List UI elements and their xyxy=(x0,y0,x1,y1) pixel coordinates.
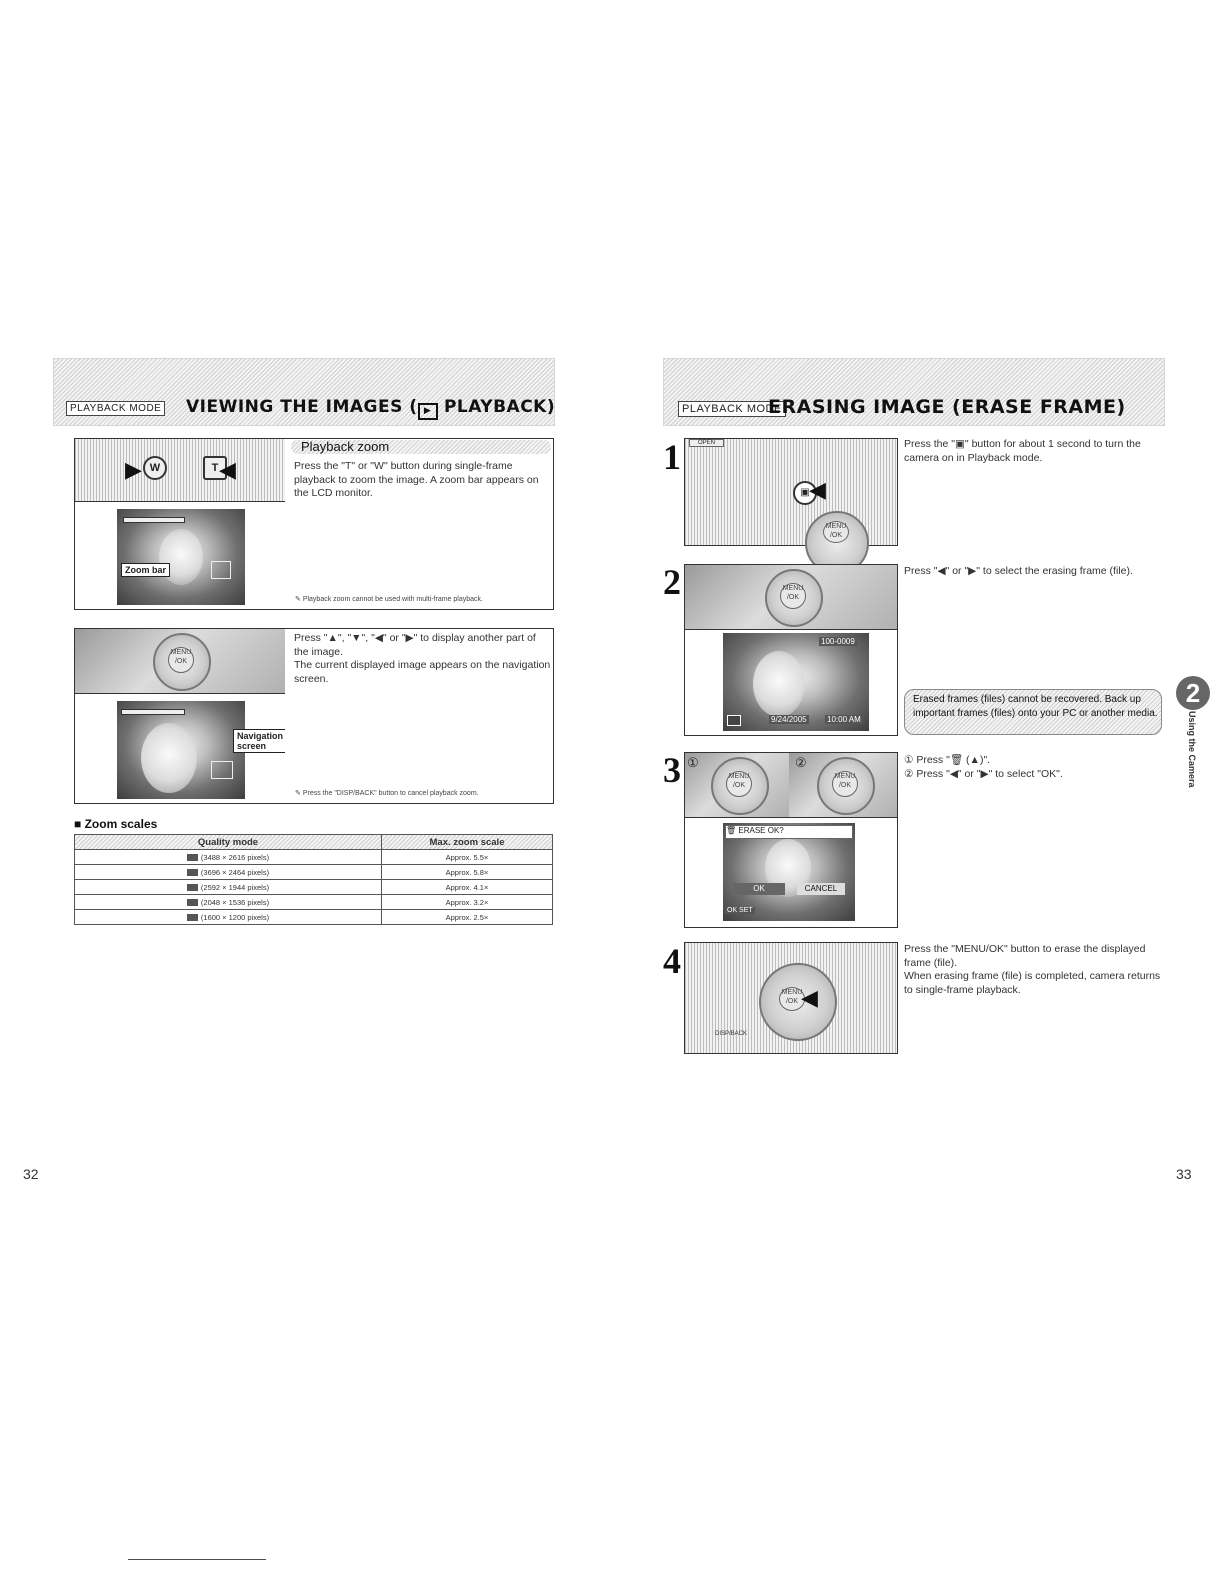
arrow-left-icon: ◀ xyxy=(219,457,236,482)
camera-back-image xyxy=(685,439,897,545)
step-2-screen xyxy=(723,633,869,731)
note-icon: ✎ xyxy=(295,596,303,603)
playback-zoom-note: ✎ Playback zoom cannot be used with multi-frame playback. xyxy=(295,596,483,603)
step-2-image-box xyxy=(684,564,898,736)
step-1-text: Press the "▣" button for about 1 second to turn the camera on in Playback mode. xyxy=(904,438,1141,464)
zoom-bar-graphic xyxy=(123,517,185,523)
step-4-image-box xyxy=(684,942,898,1054)
left-mode-tag: PLAYBACK MODE xyxy=(66,401,165,416)
navigation-note: ✎ Press the "DISP/BACK" button to cancel playback zoom. xyxy=(295,790,479,797)
camera-dial-image xyxy=(75,629,286,694)
camera-dial-image-b xyxy=(789,753,897,818)
step-3-text-2: ② Press "◀" or "▶" to select "OK". xyxy=(904,768,1063,780)
left-banner-title: VIEWING THE IMAGES ( ▶ PLAYBACK) xyxy=(186,397,555,420)
playback-zoom-text: Press the "T" or "W" button during single-frame playback to zoom the image. A zoom bar appears on the LCD monitor. xyxy=(294,460,539,499)
date-readout: 9/24/2005 xyxy=(771,715,807,724)
camera-dial-image-a xyxy=(685,753,790,818)
erase-warning-box: Erased frames (files) cannot be recovered. Back up important frames (files) onto your PC or another media. xyxy=(904,689,1162,735)
playback-button: ▣ xyxy=(793,481,817,505)
table-row: (2592 × 1944 pixels) Approx. 4.1× xyxy=(75,880,553,895)
left-page-number: 32 xyxy=(23,1166,39,1182)
playback-zoom-heading: Playback zoom xyxy=(291,440,551,454)
right-mode-tag: PLAYBACK MODE xyxy=(678,401,786,417)
step-1-number: 1 xyxy=(663,437,681,477)
navigation-screen-graphic xyxy=(211,761,233,779)
menu-ok-dial: MENU /OK xyxy=(779,987,805,1011)
arrow-left-icon: ◀ xyxy=(809,477,826,502)
sub-step-1: ① xyxy=(687,755,699,770)
zoom-text-box xyxy=(285,438,554,610)
table-row: (1600 × 1200 pixels) Approx. 2.5× xyxy=(75,910,553,925)
playback-icon: ▶ xyxy=(418,403,438,420)
erase-ok-title: 🗑 ERASE OK? xyxy=(725,825,853,839)
disp-back-label: DISP/BACK xyxy=(715,1031,748,1037)
menu-ok-dial: MENU /OK xyxy=(780,583,806,609)
cancel-option[interactable]: CANCEL xyxy=(797,883,845,895)
t-button: T xyxy=(203,456,227,480)
navigation-photo xyxy=(117,701,245,799)
quality-icon xyxy=(187,869,198,876)
table-row: (2048 × 1536 pixels) Approx. 3.2× xyxy=(75,895,553,910)
step-2-text: Press "◀" or "▶" to select the erasing frame (file). xyxy=(904,565,1133,577)
ok-set-label: OK SET xyxy=(727,907,753,914)
zoom-bar-callout: Zoom bar xyxy=(121,563,170,577)
trash-icon: 🗑 xyxy=(726,826,737,835)
step-2-number: 2 xyxy=(663,562,681,602)
right-banner-title: ERASING IMAGE (ERASE FRAME) xyxy=(768,396,1126,418)
camera-back-image xyxy=(685,943,897,1053)
chapter-label: Using the Camera xyxy=(1187,711,1197,788)
table-row: (3696 × 2464 pixels) Approx. 5.8× xyxy=(75,865,553,880)
step-4-number: 4 xyxy=(663,941,681,981)
navigation-text-1: Press "▲", "▼", "◀" or "▶" to display another part of the image. xyxy=(294,632,536,658)
step-3-number: 3 xyxy=(663,750,681,790)
footer-rule xyxy=(128,1559,266,1560)
right-page-number: 33 xyxy=(1176,1166,1192,1182)
quality-icon xyxy=(187,854,198,861)
quality-icon xyxy=(187,899,198,906)
zoom-scales-table xyxy=(74,834,553,925)
playback-mode-icon xyxy=(727,715,741,726)
sub-step-2: ② xyxy=(795,755,807,770)
menu-ok-dial: MENU /OK xyxy=(726,771,752,797)
left-banner xyxy=(53,358,555,426)
navigation-text-box xyxy=(285,628,554,804)
menu-ok-dial: MENU /OK xyxy=(832,771,858,797)
right-banner xyxy=(663,358,1165,426)
navigation-text-2: The current displayed image appears on the navigation screen. xyxy=(294,659,551,685)
step-3-screen xyxy=(723,823,855,921)
step-3-text-1: ① Press "🗑 (▲)". xyxy=(904,754,991,766)
menu-ok-dial: MENU /OK xyxy=(823,521,849,543)
col-max-zoom-scale: Max. zoom scale xyxy=(382,835,553,850)
col-quality-mode: Quality mode xyxy=(75,835,382,850)
w-button: W xyxy=(143,456,167,480)
square-bullet-icon: ■ xyxy=(74,817,85,831)
step-4-text-2: When erasing frame (file) is completed, camera returns to single-frame playback. xyxy=(904,970,1161,996)
open-label: OPEN xyxy=(689,439,724,447)
step-3-image-box xyxy=(684,752,898,928)
navigation-screen-callout: Navigation screen xyxy=(233,729,287,753)
step-1-image-box xyxy=(684,438,898,546)
table-row: (3488 × 2616 pixels) Approx. 5.5× xyxy=(75,850,553,865)
menu-ok-dial: MENU /OK xyxy=(168,647,194,673)
step-4-text-1: Press the "MENU/OK" button to erase the displayed frame (file). xyxy=(904,943,1146,969)
zoom-scales-heading: ■ Zoom scales xyxy=(74,817,158,831)
chapter-tab: 2 xyxy=(1176,676,1210,710)
ok-option[interactable]: OK xyxy=(733,883,785,895)
navigation-illustration-box xyxy=(74,628,287,804)
arrow-left-icon: ◀ xyxy=(801,985,818,1010)
quality-icon xyxy=(187,884,198,891)
frame-number: 100-0009 xyxy=(821,637,855,646)
camera-top-image xyxy=(75,439,286,502)
arrow-right-icon: ▶ xyxy=(125,457,142,482)
note-icon: ✎ xyxy=(295,790,303,797)
quality-icon xyxy=(187,914,198,921)
time-readout: 10:00 AM xyxy=(827,715,861,724)
zoom-photo xyxy=(117,509,245,605)
zoom-illustration-box xyxy=(74,438,287,610)
camera-dial-image xyxy=(685,565,897,630)
